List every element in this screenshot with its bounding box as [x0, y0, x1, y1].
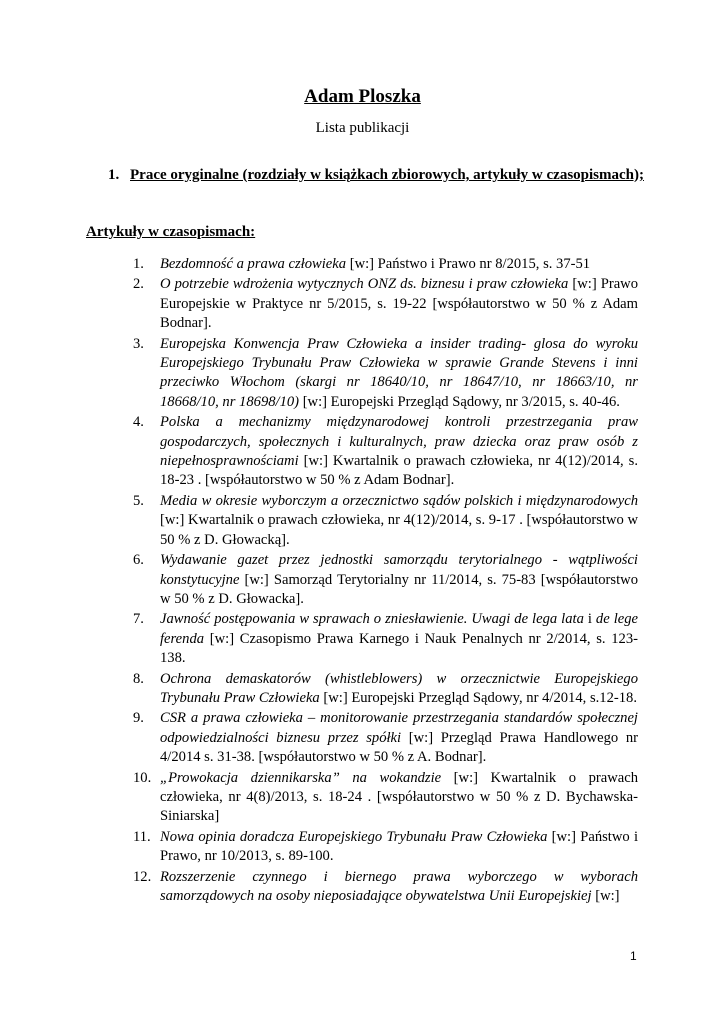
item-number: 2. — [133, 276, 144, 293]
item-number: 6. — [133, 552, 144, 569]
list-item — [0, 769, 638, 827]
item-number: 10. — [133, 769, 152, 786]
author-name: Adam Ploszka — [304, 86, 421, 107]
item-title: O potrzebie wdrożenia wytycznych ONZ ds. biznesu i praw człowieka — [160, 276, 569, 293]
list-item — [0, 828, 638, 867]
list-item — [0, 275, 638, 333]
item-number: 12. — [133, 868, 152, 885]
item-title: Rozszerzenie czynnego i biernego prawa wyborczego w wyborach samorządowych na osoby nieposiadające obywatelstwa Unii Europejskiej — [160, 868, 638, 904]
list-item — [0, 610, 638, 668]
item-details: [w:] — [591, 888, 620, 904]
document-subtitle: Lista publikacji — [315, 120, 410, 136]
item-title: Wydawanie gazet przez jednostki samorządu terytorialnego - wątpliwości konstytucyjne — [160, 552, 638, 588]
item-title-continuation: de lege ferenda — [160, 611, 638, 647]
item-details: [w:] Prawo Europejskie w Praktyce nr 5/2015, s. 19-22 [współautorstwo w 50 % z Adam Bodnar]. — [160, 276, 639, 332]
item-details: [w:] Państwo i Prawo, nr 10/2013, s. 89-100. — [160, 828, 638, 865]
item-details: [w:] Europejski Przegląd Sądowy, nr 3/2015, s. 40-46. — [299, 393, 620, 410]
section-title: Prace oryginalne (rozdziały w książkach zbiorowych, artykuły w czasopismach); — [130, 167, 644, 183]
item-details: [w:] Kwartalnik o prawach człowieka, nr 4(12)/2014, s. 18-23 . [współautorstwo w 50 % z Adam Bodnar]. — [160, 453, 638, 489]
list-item — [0, 670, 638, 709]
list-item — [0, 551, 638, 609]
item-title: Polska a mechanizmy międzynarodowej kontroli przestrzegania praw gospodarczych, społecznych i kulturalnych, praw dziecka oraz praw osób z niepełnosprawnościami — [160, 414, 638, 470]
item-number: 3. — [133, 335, 144, 352]
item-title: Europejska Konwencja Praw Człowieka a insider trading- glosa do wyroku Europejskiego Trybunału Praw Człowieka w sprawie Grande Stevens i inni przeciwko Włochom (skargi nr 18640/10, nr 18647/10, nr 18663/10, nr 18668/10, nr 18698/10) — [160, 335, 638, 410]
item-number: 9. — [133, 710, 144, 727]
page-number: 1 — [630, 949, 637, 963]
list-item — [0, 335, 638, 413]
item-number: 7. — [133, 611, 144, 628]
item-connector: i — [583, 611, 596, 628]
item-details: [w:] Przegląd Prawa Handlowego nr 4/2014 s. 31-38. [współautorstwo w 50 % z A. Bodnar]. — [160, 729, 638, 766]
item-details: [w:] Samorząd Terytorialny nr 11/2014, s. 75-83 [współautorstwo w 50 % z D. Głowacka]. — [160, 571, 638, 607]
section-heading — [108, 167, 668, 184]
section-number: 1. — [108, 167, 120, 183]
item-number: 4. — [133, 414, 144, 431]
item-number: 1. — [133, 256, 144, 272]
subsection-heading: Artykuły w czasopismach: — [86, 224, 256, 240]
item-number: 5. — [133, 492, 144, 509]
item-title: CSR a prawa człowieka – monitorowanie przestrzegania standardów społecznej odpowiedzialności biznesu przez spółki — [160, 710, 638, 746]
item-details: [w:] Europejski Przegląd Sądowy, nr 4/2014, s.12-18. — [319, 689, 637, 706]
item-title: Ochrona demaskatorów (whistleblowers) w orzecznictwie Europejskiego Trybunału Praw Człowieka — [160, 670, 638, 706]
item-number: 11. — [133, 828, 151, 845]
item-number: 8. — [133, 670, 144, 687]
item-title: Media w okresie wyborczym a orzecznictwo sądów polskich i międzynarodowych — [160, 492, 638, 509]
list-item — [0, 413, 638, 491]
list-item — [0, 868, 638, 907]
item-title: Bezdomność a prawa człowieka — [160, 256, 347, 272]
list-item — [0, 492, 638, 550]
publication-list — [0, 255, 638, 907]
item-details: [w:] Czasopismo Prawa Karnego i Nauk Penalnych nr 2/2014, s. 123-138. — [160, 630, 638, 667]
item-title: „Prowokacja dziennikarska” na wokandzie — [160, 769, 442, 786]
item-details: [w:] Kwartalnik o prawach człowieka, nr 4(8)/2013, s. 18-24 . [współautorstwo w 50 % z D. Bychawska-Siniarska] — [160, 769, 638, 825]
item-details: [w:] Kwartalnik o prawach człowieka, nr 4(12)/2014, s. 9-17 . [współautorstwo w 50 % z D. Głowacką]. — [160, 512, 638, 548]
list-item — [0, 709, 638, 767]
item-details: [w:] Państwo i Prawo nr 8/2015, s. 37-51 — [346, 256, 591, 272]
item-title: Jawność postępowania w sprawach o zniesławienie. Uwagi de lega lata — [160, 611, 584, 628]
list-item — [0, 255, 638, 274]
item-title: Nowa opinia doradcza Europejskiego Trybunału Praw Człowieka — [160, 828, 548, 845]
